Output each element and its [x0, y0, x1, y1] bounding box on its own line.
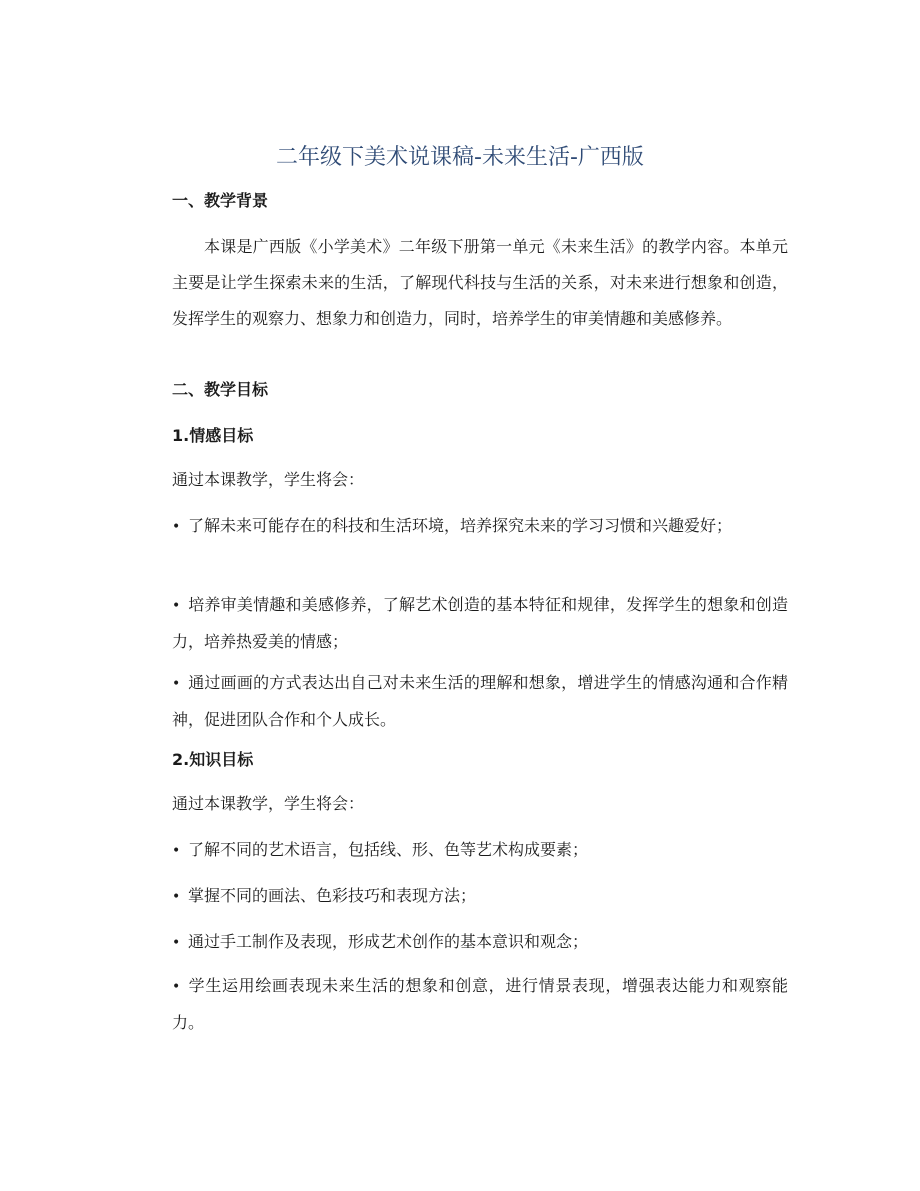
bullet-dot: • — [172, 889, 181, 905]
knowledge-goal-bullet-2 — [172, 878, 788, 915]
section-heading-background: 一、教学背景 — [172, 191, 269, 210]
bullet-text: 培养审美情趣和美感修养，了解艺术创造的基本特征和规律，发挥学生的想象和创造力，培养热爱美的情感； — [172, 595, 788, 651]
section-heading-goals: 二、教学目标 — [172, 380, 269, 399]
bullet-dot: • — [172, 519, 181, 535]
bullet-text: 通过手工制作及表现，形成艺术创作的基本意识和观念； — [188, 932, 589, 951]
knowledge-goal-bullet-4 — [172, 968, 788, 1041]
subheading-knowledge-goal: 2.知识目标 — [172, 750, 254, 769]
bullet-text: 通过画画的方式表达出自己对未来生活的理解和想象，增进学生的情感沟通和合作精神，促进团队合作和个人成长。 — [172, 673, 788, 729]
bullet-dot: • — [172, 598, 181, 614]
emotional-goal-bullet-2 — [172, 587, 788, 660]
bullet-dot: • — [172, 676, 181, 692]
bullet-dot: • — [172, 843, 181, 859]
emotional-goal-bullet-3 — [172, 665, 788, 738]
bullet-dot: • — [172, 979, 181, 995]
bullet-text: 了解不同的艺术语言，包括线、形、色等艺术构成要素； — [188, 840, 589, 859]
document-title: 二年级下美术说课稿-未来生活-广西版 — [276, 145, 644, 170]
knowledge-goal-bullet-3 — [172, 924, 788, 961]
bullet-dot: • — [172, 935, 181, 951]
emotional-goal-bullet-1 — [172, 508, 788, 545]
subheading-emotional-goal: 1.情感目标 — [172, 426, 254, 445]
knowledge-goal-bullet-1 — [172, 832, 788, 869]
emotional-goal-intro: 通过本课教学，学生将会： — [172, 470, 365, 489]
background-paragraph: 本课是广西版《小学美术》二年级下册第一单元《未来生活》的教学内容。本单元主要是让学生探索未来的生活，了解现代科技与生活的关系，对未来进行想象和创造，发挥学生的观察力、想象力和创造力，同时，培养学生的审美情趣和美感修养。 — [172, 237, 788, 328]
bullet-text: 了解未来可能存在的科技和生活环境，培养探究未来的学习习惯和兴趣爱好； — [188, 516, 733, 535]
knowledge-goal-intro: 通过本课教学，学生将会： — [172, 794, 365, 813]
bullet-text: 掌握不同的画法、色彩技巧和表现方法； — [188, 886, 477, 905]
bullet-text: 学生运用绘画表现未来生活的想象和创意，进行情景表现，增强表达能力和观察能力。 — [172, 976, 788, 1032]
